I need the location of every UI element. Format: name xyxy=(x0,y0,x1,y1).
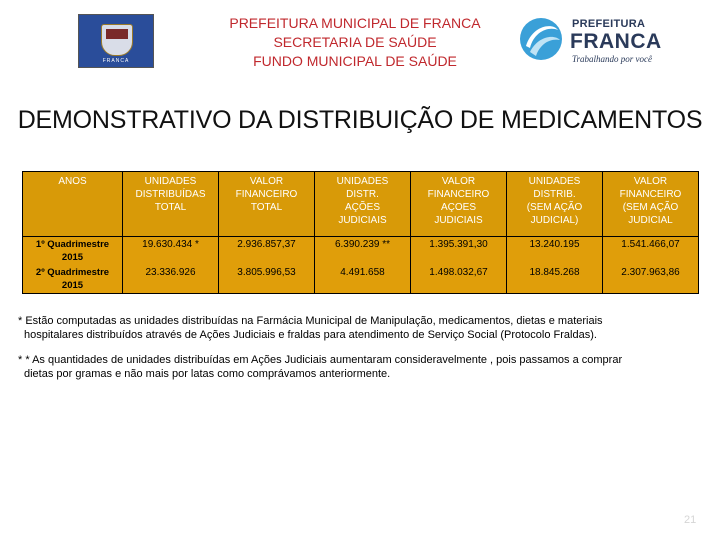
swoosh-icon xyxy=(518,16,564,62)
org-header xyxy=(200,14,510,71)
fund-name: FUNDO MUNICIPAL DE SAÚDE xyxy=(253,53,457,69)
header-judicial-units: UNIDADES DISTR. AÇÕES JUDICIAIS xyxy=(315,172,411,237)
footnotes xyxy=(18,314,694,392)
judicial-value-cell: 1.395.391,30 xyxy=(411,237,507,266)
franca-coat-of-arms-logo xyxy=(78,14,154,68)
footnote-1: * Estão computadas as unidades distribuídas na Farmácia Municipal de Manipulação, medicamentos, dietas e materiais hospitalares distribuídos através de Ações Judiciais e fraldas para atendimento de Serviço Social (Protocolo Fraldas). xyxy=(18,315,603,341)
non-judicial-value-cell: 2.307.963,86 xyxy=(603,265,699,294)
judicial-units-cell: 4.491.658 xyxy=(315,265,411,294)
logo-tagline: Trabalhando por você xyxy=(572,54,652,64)
crest-label: FRANCA xyxy=(102,58,130,64)
page-title: DEMONSTRATIVO DA DISTRIBUIÇÃO DE MEDICAMENTOS xyxy=(17,106,703,134)
shield-icon xyxy=(101,24,133,56)
period-cell: 2º Quadrimestre 2015 xyxy=(23,265,123,294)
period-cell: 1º Quadrimestre 2015 xyxy=(23,237,123,266)
header-non-judicial-units: UNIDADES DISTRIB. (SEM AÇÃO JUDICIAL) xyxy=(507,172,603,237)
medication-distribution-table xyxy=(22,171,699,294)
total-units-cell: 23.336.926 xyxy=(123,265,219,294)
footnote-2: * * As quantidades de unidades distribuídas em Ações Judiciais aumentaram consideravelmente , pois passamos a comprar dietas por gramas e não mais por latas como comprávamos anteriormente. xyxy=(18,354,623,380)
table-row xyxy=(23,237,699,266)
header-years: ANOS xyxy=(23,172,123,237)
logo-top-text: PREFEITURA xyxy=(572,18,646,30)
non-judicial-value-cell: 1.541.466,07 xyxy=(603,237,699,266)
secretariat-name: SECRETARIA DE SAÚDE xyxy=(273,34,437,50)
prefeitura-franca-logo xyxy=(518,14,662,66)
logo-main-text: FRANCA xyxy=(570,30,662,53)
header-non-judicial-value: VALOR FINANCEIRO (SEM AÇÃO JUDICIAL xyxy=(603,172,699,237)
org-name: PREFEITURA MUNICIPAL DE FRANCA xyxy=(229,15,481,31)
header-total-units: UNIDADES DISTRIBUÍDAS TOTAL xyxy=(123,172,219,237)
judicial-value-cell: 1.498.032,67 xyxy=(411,265,507,294)
non-judicial-units-cell: 13.240.195 xyxy=(507,237,603,266)
header-judicial-value: VALOR FINANCEIRO AÇOES JUDICIAIS xyxy=(411,172,507,237)
judicial-units-cell: 6.390.239 ** xyxy=(315,237,411,266)
header-total-value: VALOR FINANCEIRO TOTAL xyxy=(219,172,315,237)
total-units-cell: 19.630.434 * xyxy=(123,237,219,266)
page-number: 21 xyxy=(684,514,697,526)
non-judicial-units-cell: 18.845.268 xyxy=(507,265,603,294)
table-header-row xyxy=(23,172,699,237)
total-value-cell: 3.805.996,53 xyxy=(219,265,315,294)
total-value-cell: 2.936.857,37 xyxy=(219,237,315,266)
table-row xyxy=(23,265,699,294)
